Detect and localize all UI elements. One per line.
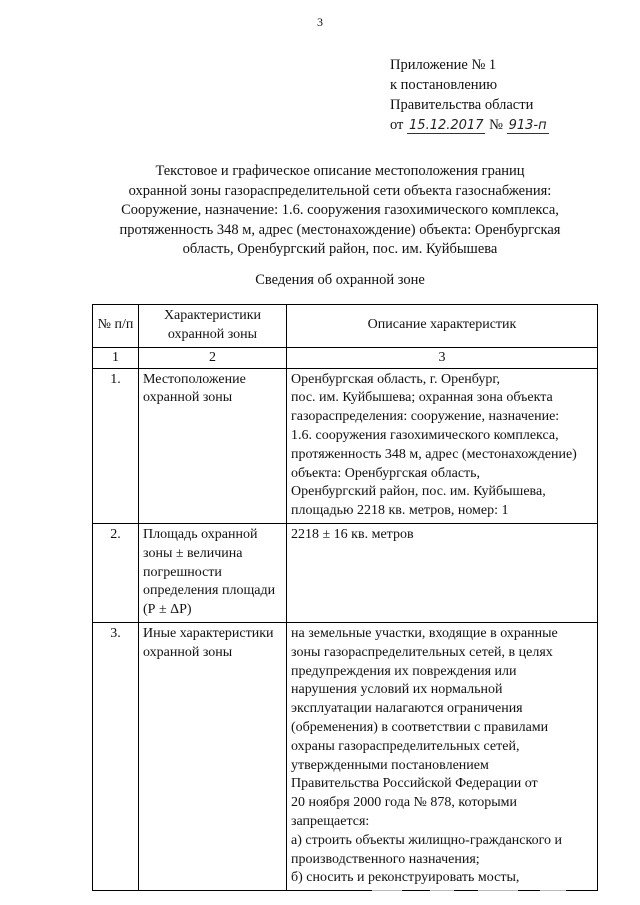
- row-number: 3.: [93, 622, 139, 890]
- description-line: 20 ноября 2000 года № 878, которыми: [291, 795, 518, 811]
- description-line: эксплуатации налагаются ограничения: [291, 701, 523, 717]
- number-label: №: [489, 117, 503, 133]
- appendix-block: [390, 55, 630, 136]
- description-line: производственного назначения;: [291, 851, 480, 867]
- resolution-date: 15.12.2017: [409, 118, 484, 133]
- description-line: газораспределения: сооружение, назначение:: [291, 409, 560, 425]
- table-row: [93, 368, 598, 523]
- page-number: 3: [317, 15, 323, 29]
- description-line: Оренбургский район, пос. им. Куйбышева,: [291, 484, 546, 500]
- description-line: предупреждения их повреждения или: [291, 663, 517, 679]
- column-number: 3: [287, 347, 598, 368]
- description-line: (обременения) в соответствии с правилами: [291, 719, 549, 735]
- description-line: 2218 ± 16 кв. метров: [291, 526, 414, 542]
- scan-artifact: [430, 890, 454, 891]
- description-line: зоны газораспределительных сетей, в целях: [291, 644, 553, 660]
- description-line: б) сносить и реконструировать мосты,: [291, 870, 520, 886]
- table-row: [93, 523, 598, 622]
- header-description: Описание характеристик: [287, 305, 598, 348]
- row-characteristic: Иные характеристики охранной зоны: [139, 622, 287, 890]
- description-line: Оренбургская область, г. Оренбург,: [291, 371, 501, 387]
- row-characteristic: Площадь охранной зоны ± величина погрешности определения площади (Р ± ΔР): [139, 523, 287, 622]
- row-characteristic: Местоположение охранной зоны: [139, 368, 287, 523]
- row-number: 2.: [93, 523, 139, 622]
- table-header-row: [93, 305, 598, 348]
- scan-artifact: [540, 890, 566, 891]
- appendix-line-2: к постановлению: [390, 77, 498, 93]
- scan-artifact: [478, 890, 518, 891]
- table-row: [93, 622, 598, 890]
- description-line: утвержденными постановлением: [291, 757, 489, 773]
- protection-zone-table: [92, 304, 598, 891]
- title-line: протяженность 348 м, адрес (местонахождение) объекта: Оренбургская: [119, 221, 561, 238]
- row-number: 1.: [93, 368, 139, 523]
- description-line: охраны газораспределительных сетей,: [291, 738, 520, 754]
- header-characteristics: Характеристики охранной зоны: [139, 305, 287, 348]
- description-line: пос. им. Куйбышева; охранная зона объекта: [291, 390, 553, 406]
- description-line: запрещается:: [291, 813, 370, 829]
- section-subtitle: Сведения об охранной зоне: [255, 272, 425, 288]
- title-line: Сооружение, назначение: 1.6. сооружения газохимического комплекса,: [121, 202, 559, 218]
- row-description: [287, 368, 598, 523]
- title-line: Текстовое и графическое описание местоположения границ: [155, 163, 525, 179]
- description-line: объекта: Оренбургская область,: [291, 465, 481, 481]
- from-label: от: [390, 117, 404, 133]
- description-line: площадью 2218 кв. метров, номер: 1: [291, 503, 509, 519]
- column-number: 2: [139, 347, 287, 368]
- title-line: охранной зоны газораспределительной сети объекта газоснабжения:: [128, 182, 552, 199]
- header-number: № п/п: [93, 305, 139, 348]
- column-number: 1: [93, 347, 139, 368]
- description-line: нарушения условий их нормальной: [291, 682, 503, 698]
- title-line: область, Оренбургский район, пос. им. Куйбышева: [182, 241, 498, 257]
- description-line: 1.6. сооружения газохимического комплекса,: [291, 427, 559, 443]
- column-numbers-row: [93, 347, 598, 368]
- resolution-number: 913-п: [508, 118, 547, 133]
- description-line: протяженность 348 м, адрес (местонахождение): [291, 446, 577, 462]
- appendix-date-line: [390, 115, 630, 136]
- description-line: Правительства Российской Федерации от: [291, 776, 538, 792]
- description-line: а) строить объекты жилищно-гражданского и: [291, 832, 562, 848]
- document-title: [60, 162, 620, 260]
- appendix-line-1: Приложение № 1: [390, 57, 497, 73]
- appendix-line-3: Правительства области: [390, 97, 534, 113]
- description-line: на земельные участки, входящие в охранные: [291, 625, 558, 641]
- row-description: [287, 622, 598, 890]
- scan-artifact: [372, 890, 402, 891]
- row-description: [287, 523, 598, 622]
